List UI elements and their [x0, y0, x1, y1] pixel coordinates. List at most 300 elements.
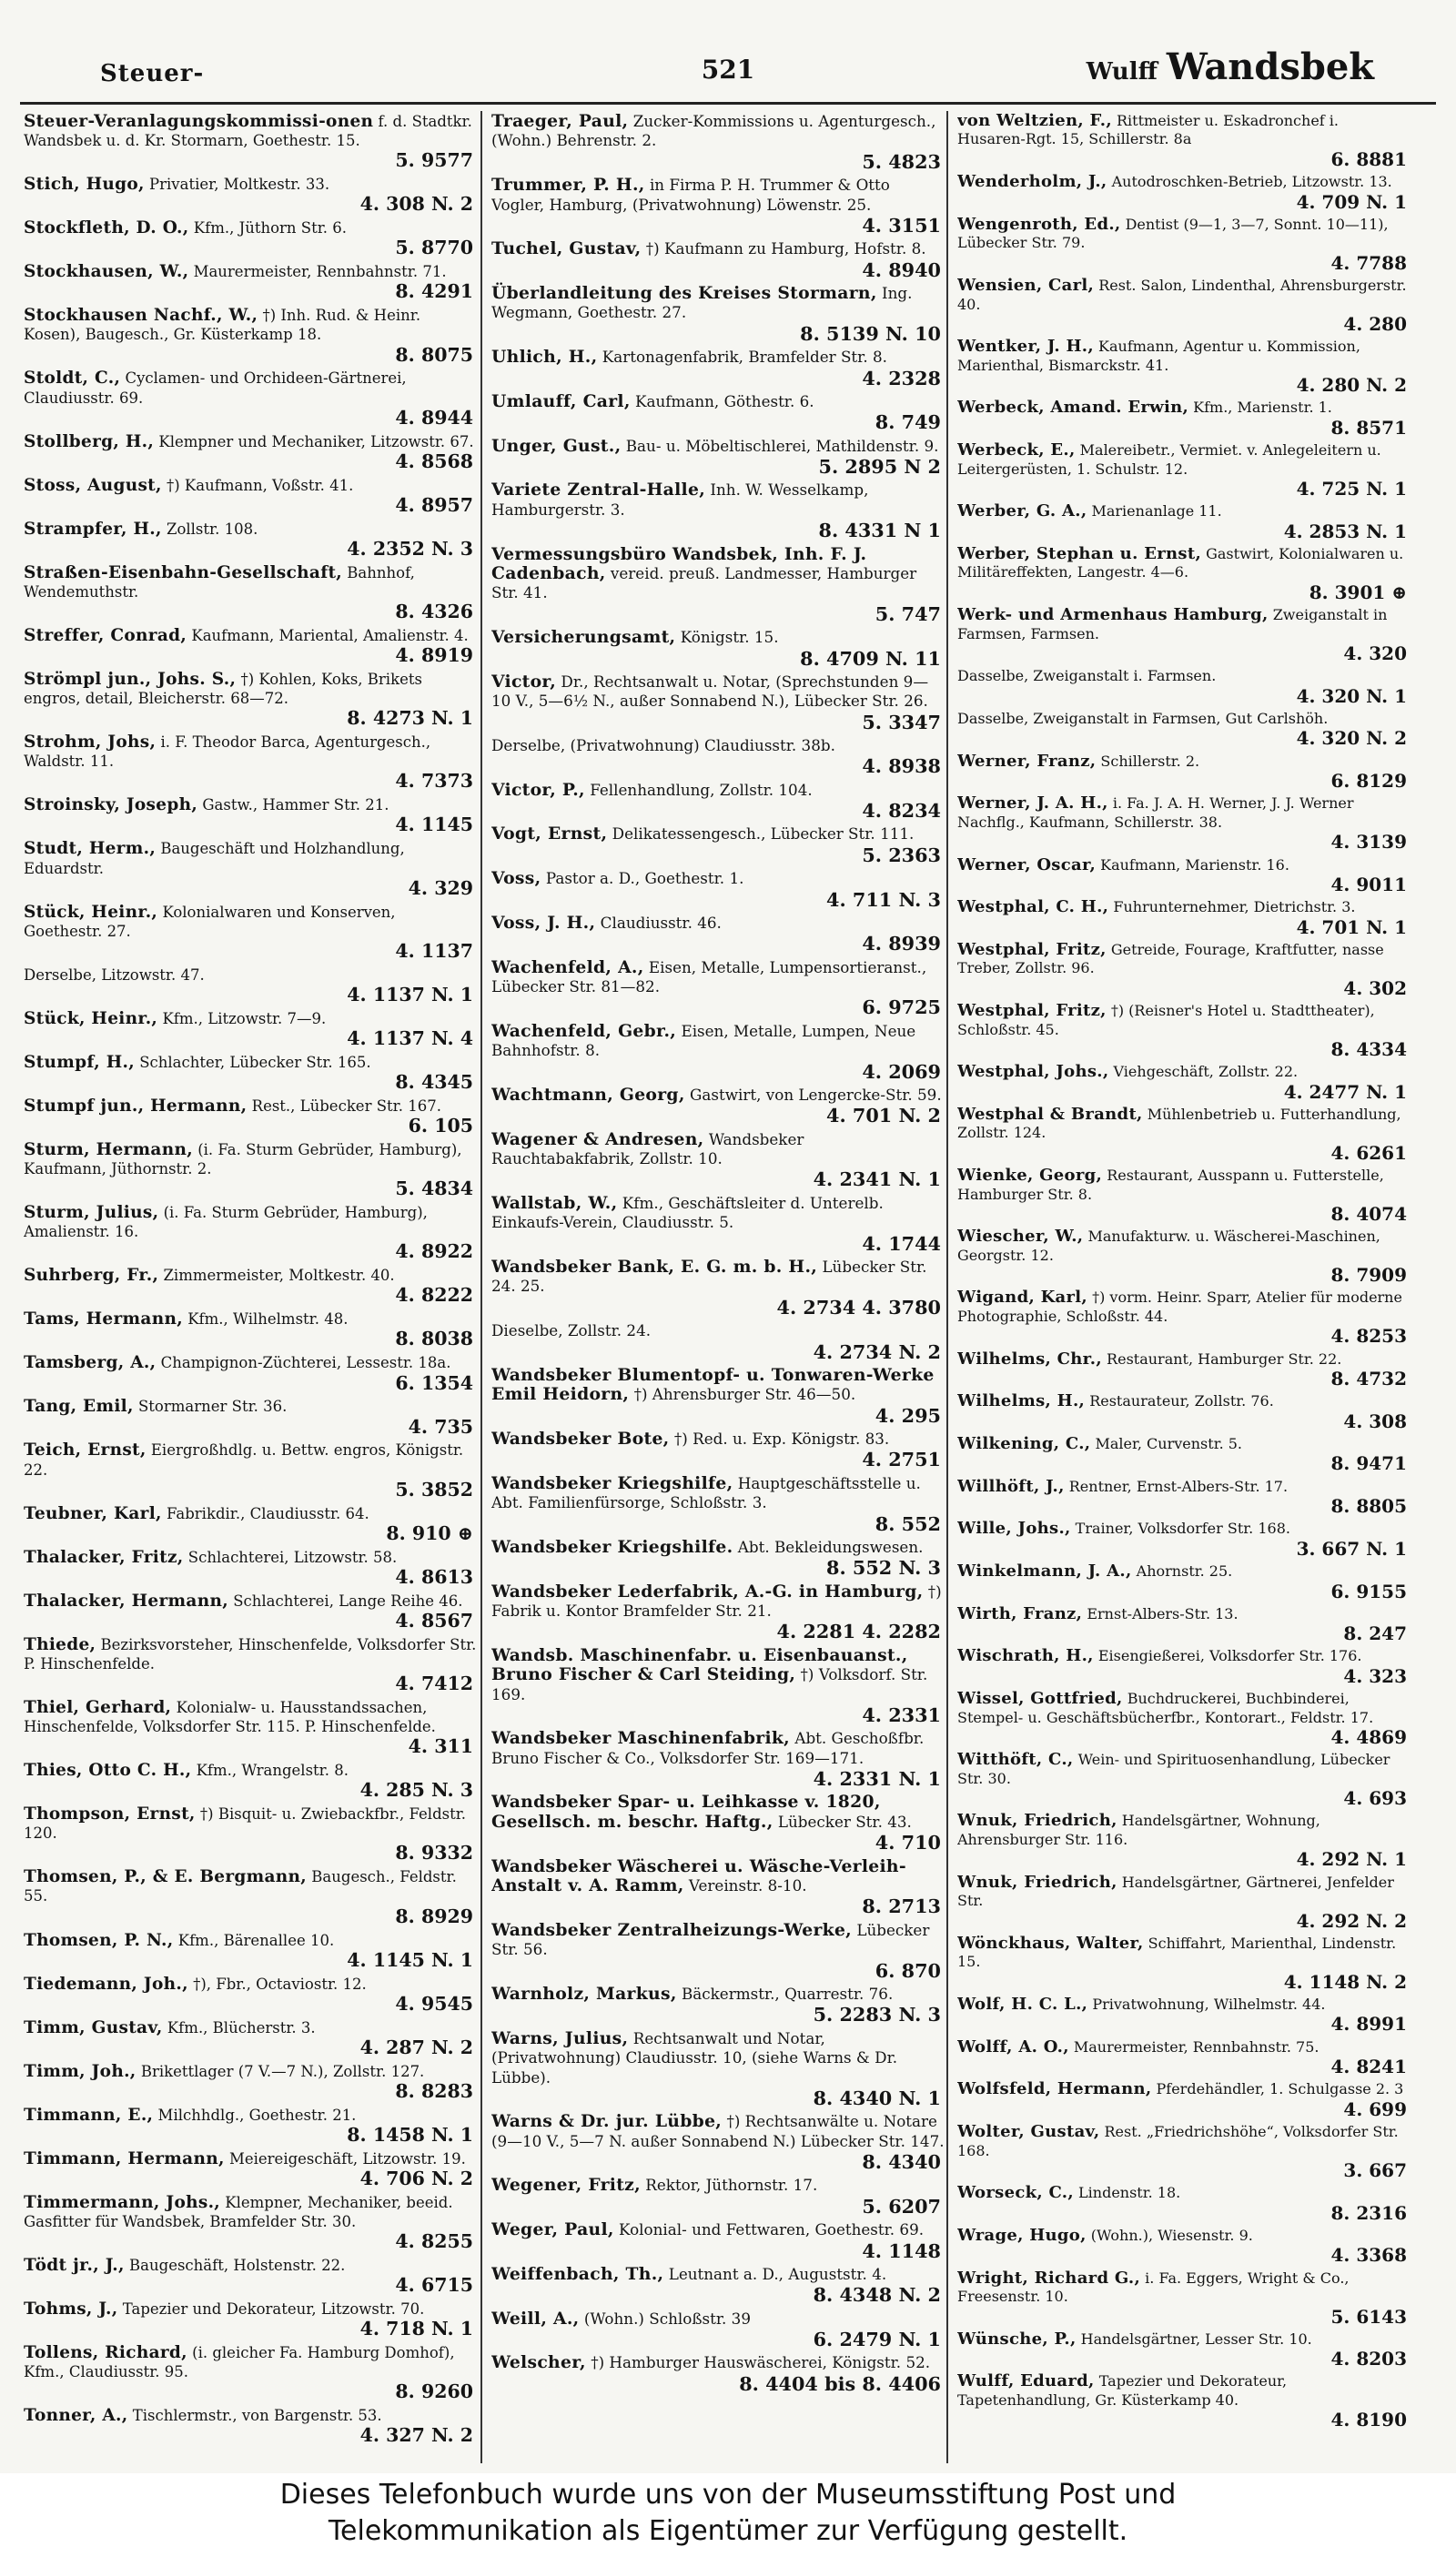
entry-details: †) Inh. Rud. & Heinr. Kosen), Baugesch., Gr. Küsterkamp 18. — [24, 307, 421, 344]
column-3 — [957, 111, 1410, 2463]
directory-entry — [491, 2219, 945, 2264]
entry-phone-number: 8. 8283 — [395, 2079, 473, 2102]
directory-entry — [491, 913, 945, 957]
entry-name: Tohms, J., — [24, 2299, 118, 2319]
entry-details: †) Hamburger Hauswäscherei, Königstr. 52. — [591, 2353, 931, 2372]
directory-entry — [957, 2269, 1410, 2330]
entry-phone-number: 5. 2363 — [862, 844, 941, 866]
entry-phone-number: 4. 2281 4. 2282 — [776, 1621, 941, 1643]
entry-details: Lübecker Str. 56. — [491, 1920, 930, 1959]
entry-details: Eisengießerei, Volksdorfer Str. 176. — [1097, 1647, 1362, 1665]
directory-entry — [24, 1352, 477, 1396]
entry-details: Rektor, Jüthornstr. 17. — [645, 2176, 818, 2195]
entry-details: Pastor a. D., Goethestr. 1. — [545, 869, 744, 888]
directory-entry — [24, 1096, 477, 1139]
entry-phone-number: 8. 4326 — [395, 601, 473, 623]
entry-phone-number: 4. 706 N. 2 — [359, 2167, 473, 2189]
entry-name: Westphal, Johs., — [957, 1062, 1109, 1082]
entry-details: Restaurant, Ausspann u. Futterstelle, Hamburger Str. 8. — [957, 1167, 1384, 1203]
entry-details: Viehgeschäft, Zollstr. 22. — [1113, 1063, 1299, 1081]
entry-details: †) Kaufmann, Voßstr. 41. — [167, 476, 354, 494]
entry-details: Abt. Geschoßfbr. Bruno Fischer & Co., Volksdorfer Str. 169—171. — [491, 1729, 925, 1767]
entry-phone-number: 5. 8770 — [395, 237, 473, 259]
entry-phone-number: 4. 8991 — [1330, 2013, 1407, 2036]
entry-phone-number: 6. 9155 — [1330, 1580, 1407, 1602]
entry-details: Bau- u. Möbeltischlerei, Mathildenstr. 9. — [625, 436, 939, 455]
entry-details: Dasselbe, Zweiganstalt i. Farmsen. — [957, 667, 1217, 685]
entry-name: Stück, Heinr., — [24, 1008, 158, 1028]
entry-phone-number: 4. 711 N. 3 — [826, 888, 941, 911]
entry-details: Eiergroßhdlg. u. Bettw. engros, Königstr. 22. — [24, 1441, 464, 1479]
entry-details: Rechtsanwalt und Notar, (Privatwohnung) Claudiusstr. 10, (siehe Warns & Dr. Lübbe). — [491, 2028, 898, 2087]
directory-entry — [491, 1365, 945, 1429]
directory-entry — [24, 2405, 477, 2449]
directory-entry — [491, 672, 945, 735]
entry-details: Gastwirt, Kolonialwaren u. Militäreffekten, Langestr. 4—6. — [957, 544, 1404, 581]
entry-details: Kaufmann, Göthestr. 6. — [635, 391, 814, 410]
directory-entry — [957, 1227, 1410, 1288]
entry-details: Kfm., Geschäftsleiter d. Unterelb. Einkaufs-Verein, Claudiusstr. 5. — [491, 1193, 884, 1232]
entry-name: Straßen-Eisenbahn-Gesellschaft, — [24, 562, 343, 582]
entry-name: Thiel, Gerhard, — [24, 1697, 172, 1717]
entry-name: Wigand, Karl, — [957, 1288, 1087, 1308]
entry-name: Tödt jr., J., — [24, 2255, 125, 2275]
directory-entry — [24, 1008, 477, 1052]
entry-name: Wandsbeker Kriegshilfe. — [491, 1536, 733, 1557]
column-2 — [491, 111, 945, 2463]
entry-phone-number: 8. 4334 — [1330, 1038, 1407, 1061]
entry-phone-number: 4. 8234 — [862, 800, 941, 823]
entry-name: Trummer, P. H., — [491, 175, 645, 196]
entry-name: Wentker, J. H., — [957, 337, 1094, 357]
entry-phone-number: 4. 280 — [1343, 313, 1407, 335]
entry-details: Manufakturw. u. Wäscherei-Maschinen, Georgstr. 12. — [957, 1228, 1380, 1264]
directory-entry — [491, 391, 945, 436]
entry-phone-number: 3. 667 — [1343, 2158, 1407, 2181]
directory-entry — [491, 111, 945, 175]
directory-entry — [957, 1166, 1410, 1227]
directory-entry — [957, 1349, 1410, 1392]
directory-entry — [957, 501, 1410, 544]
entry-phone-number: 4. 292 N. 2 — [1296, 1909, 1407, 1932]
directory-entry — [491, 1920, 945, 1984]
entry-phone-number: 4. 3368 — [1330, 2244, 1407, 2267]
directory-entry — [491, 627, 945, 672]
entry-details: Kaufmann, Agentur u. Kommission, Marienthal, Bismarckstr. 41. — [957, 338, 1360, 374]
directory-entry — [491, 347, 945, 391]
entry-phone-number: 4. 287 N. 2 — [359, 2036, 473, 2058]
directory-entry — [957, 398, 1410, 440]
entry-name: Variete Zentral-Halle, — [491, 480, 706, 500]
entry-phone-number: 8. 247 — [1343, 1622, 1407, 1645]
entry-details: Kfm., Jüthorn Str. 6. — [193, 219, 348, 238]
entry-phone-number: 4. 3151 — [862, 215, 941, 238]
directory-entry — [24, 431, 477, 475]
entry-phone-number: 4. 2477 N. 1 — [1283, 1080, 1407, 1103]
entry-phone-number: 5. 6143 — [1330, 2305, 1407, 2328]
entry-details: vereid. preuß. Landmesser, Hamburger Str. 41. — [491, 563, 917, 602]
entry-name: Wandsbeker Maschinenfabrik, — [491, 1728, 791, 1749]
entry-name: Vogt, Ernst, — [491, 824, 608, 844]
entry-name: Steuer-Veranlagungskommissi-onen — [24, 112, 374, 131]
directory-entry — [957, 1934, 1410, 1995]
entry-name: Wolter, Gustav, — [957, 2122, 1100, 2142]
entry-details: Dentist (9—1, 3—7, Sonnt. 10—11), Lübecker Str. 79. — [957, 215, 1389, 252]
entry-name: Willhöft, J., — [957, 1476, 1065, 1496]
entry-phone-number: 4. 6261 — [1330, 1141, 1407, 1164]
entry-name: Umlauff, Carl, — [491, 390, 631, 411]
entry-details: Kartonagenfabrik, Bramfelder Str. 8. — [602, 348, 887, 367]
directory-entry — [24, 1396, 477, 1440]
entry-details: Cyclamen- und Orchideen-Gärtnerei, Claudiusstr. 69. — [24, 369, 407, 407]
entry-phone-number: 4. 311 — [408, 1735, 473, 1758]
entry-name: Tonner, A., — [24, 2406, 128, 2426]
entry-name: Thies, Otto C. H., — [24, 1761, 192, 1781]
entry-name: Wagener & Andresen, — [491, 1128, 704, 1149]
entry-name: Weill, A., — [491, 2308, 580, 2329]
directory-entry — [24, 368, 477, 430]
entry-details: †) Ahrensburger Str. 46—50. — [633, 1385, 856, 1404]
entry-name: Studt, Herm., — [24, 839, 157, 859]
entry-name: Thalacker, Fritz, — [24, 1547, 184, 1567]
entry-name: Werner, Franz, — [957, 751, 1097, 771]
entry-name: Tollens, Richard, — [24, 2343, 187, 2363]
entry-name: Sturm, Hermann, — [24, 1139, 193, 1159]
entry-phone-number: 4. 8957 — [395, 493, 473, 516]
entry-name: Suhrberg, Fr., — [24, 1266, 159, 1286]
entry-phone-number: 4. 3139 — [1330, 831, 1407, 854]
entry-details: Rittmeister u. Eskadronchef i. Husaren-Rgt. 15, Schillerstr. 8a — [957, 112, 1339, 148]
entry-name: Wolfsfeld, Hermann, — [957, 2079, 1152, 2099]
directory-entry — [24, 1547, 477, 1591]
entry-name: Wnuk, Friedrich, — [957, 1872, 1117, 1892]
entry-details: Maurermeister, Rennbahnstr. 75. — [1073, 2037, 1320, 2056]
entry-name: Überlandleitung des Kreises Stormarn, — [491, 283, 877, 304]
entry-phone-number: 8. 8075 — [395, 343, 473, 366]
entry-name: Wachenfeld, Gebr., — [491, 1020, 677, 1041]
entry-details: Baugesch., Feldstr. 55. — [24, 1868, 457, 1905]
entry-phone-number: 4. 8190 — [1330, 2409, 1407, 2431]
entry-phone-number: 4. 1137 N. 4 — [347, 1026, 473, 1049]
entry-phone-number: 8. 9260 — [395, 2380, 473, 2403]
entry-name: Westphal, Fritz, — [957, 1001, 1107, 1021]
directory-entry — [24, 2342, 477, 2405]
entry-name: Wengenroth, Ed., — [957, 214, 1121, 234]
directory-entry — [24, 732, 477, 794]
entry-name: Strampfer, H., — [24, 519, 162, 539]
entry-details: Kaufmann, Mariental, Amalienstr. 4. — [191, 626, 469, 644]
entry-details: (i. gleicher Fa. Hamburg Domhof), Kfm., Claudiusstr. 95. — [24, 2344, 455, 2381]
directory-entry — [491, 1320, 945, 1365]
entry-details: Zollstr. 108. — [166, 520, 258, 538]
entry-details: Pferdehändler, 1. Schulgasse 2. 3 — [1156, 2080, 1404, 2098]
directory-entry — [491, 1429, 945, 1473]
entry-phone-number: 5. 3852 — [395, 1478, 473, 1501]
entry-phone-number: 4. 8922 — [395, 1240, 473, 1263]
directory-entry — [491, 436, 945, 480]
entry-details: Meiereigeschäft, Litzowstr. 19. — [228, 2149, 466, 2168]
entry-details: i. F. Theodor Barca, Agenturgesch., Waldstr. 11. — [24, 733, 431, 771]
entry-details: Kolonialw- u. Hausstandssachen, Hinschenfelde, Volksdorfer Str. 115. P. Hinschenfelde. — [24, 1698, 436, 1736]
entry-phone-number: 4. 7788 — [1330, 251, 1407, 274]
entry-name: Wille, Johs., — [957, 1519, 1071, 1539]
ownership-notice — [0, 2473, 1456, 2557]
entry-phone-number: 4. 8241 — [1330, 2056, 1407, 2078]
entry-name: Versicherungsamt, — [491, 627, 676, 648]
entry-phone-number: 4. 280 N. 2 — [1296, 374, 1407, 397]
directory-entry — [957, 855, 1410, 898]
entry-details: Derselbe, (Privatwohnung) Claudiusstr. 38b. — [491, 735, 835, 754]
entry-phone-number: 8. 2316 — [1330, 2201, 1407, 2224]
entry-name: Victor, P., — [491, 779, 585, 800]
directory-entry — [957, 1995, 1410, 2037]
directory-entry — [24, 111, 477, 174]
directory-entry — [491, 480, 945, 543]
entry-name: Teubner, Karl, — [24, 1503, 162, 1523]
entry-phone-number: 4. 1148 N. 2 — [1283, 1970, 1407, 1993]
entry-details: Lübecker Str. 24. 25. — [491, 1257, 927, 1296]
entry-details: Dasselbe, Zweiganstalt in Farmsen, Gut Carlshöh. — [957, 709, 1329, 727]
entry-phone-number: 4. 2331 — [862, 1704, 941, 1726]
entry-phone-number: 4. 320 — [1343, 642, 1407, 665]
directory-entry — [491, 1582, 945, 1645]
directory-entry — [24, 669, 477, 732]
entry-name: Tang, Emil, — [24, 1397, 134, 1417]
directory-entry — [24, 174, 477, 217]
directory-entry — [491, 2111, 945, 2175]
entry-details: Mühlenbetrieb u. Futterhandlung, Zollstr. 124. — [957, 1105, 1401, 1142]
entry-name: Werner, J. A. H., — [957, 793, 1108, 814]
entry-phone-number: 4. 8567 — [395, 1609, 473, 1632]
entry-name: Voss, — [491, 868, 541, 889]
entry-name: Wandsbeker Wäscherei u. Wäsche-Verleih-Anstalt v. A. Ramm, — [491, 1855, 906, 1896]
entry-phone-number: 8. 4404 bis 8. 4406 — [739, 2372, 941, 2395]
entry-details: Dieselbe, Zollstr. 24. — [491, 1321, 652, 1340]
directory-entry — [957, 2371, 1410, 2432]
entry-phone-number: 4. 295 — [875, 1404, 941, 1427]
entry-details: Schlachterei, Litzowstr. 58. — [187, 1548, 398, 1566]
entry-name: Wandsbeker Kriegshilfe, — [491, 1472, 733, 1493]
entry-phone-number: 6. 870 — [875, 1959, 941, 1982]
entry-details: Gastwirt, von Lengercke-Str. 59. — [690, 1085, 942, 1104]
directory-entry — [957, 1811, 1410, 1872]
entry-details: Eisen, Metalle, Lumpen, Neue Bahnhofstr. 8. — [491, 1021, 916, 1060]
directory-entry — [957, 2226, 1410, 2269]
directory-entry — [24, 1202, 477, 1265]
directory-entry — [957, 337, 1410, 398]
entry-phone-number: 4. 8222 — [395, 1284, 473, 1307]
entry-name: Warns, Julius, — [491, 2027, 629, 2048]
entry-details: †), Fbr., Octaviostr. 12. — [193, 1975, 367, 1993]
entry-details: Wandsbeker Rauchtabakfabrik, Zollstr. 10. — [491, 1129, 804, 1168]
entry-phone-number: 6. 2479 N. 1 — [813, 2328, 941, 2350]
entry-name: Warnholz, Markus, — [491, 1983, 677, 2004]
directory-entry — [491, 1984, 945, 2028]
entry-details: f. d. Stadtkr. Wandsbek u. d. Kr. Stormarn, Goethestr. 15. — [24, 113, 472, 150]
entry-name: Werk- und Armenhaus Hamburg, — [957, 605, 1269, 625]
entry-details: †) Rechtsanwälte u. Notare (9—10 V., 5—7 N. außer Sonnabend N.) Lübecker Str. 147. — [491, 2112, 945, 2150]
entry-details: Fellenhandlung, Zollstr. 104. — [590, 780, 813, 799]
entry-name: Warns & Dr. jur. Lübbe, — [491, 2111, 723, 2132]
directory-entry — [957, 111, 1410, 172]
entry-name: Tiedemann, Joh., — [24, 1974, 188, 1994]
entry-phone-number: 8. 552 N. 3 — [826, 1557, 941, 1580]
header-range-start: Wulff — [1086, 58, 1158, 86]
notice-line-1: Dieses Telefonbuch wurde uns von der Museumsstiftung Post und — [279, 2479, 1177, 2511]
entry-name: Wachtmann, Georg, — [491, 1084, 685, 1105]
directory-entry — [491, 175, 945, 238]
entry-phone-number: 8. 4331 N 1 — [818, 520, 941, 542]
entry-name: Witthöft, C., — [957, 1750, 1074, 1770]
directory-entry — [957, 1604, 1410, 1647]
entry-phone-number: 4. 2734 4. 3780 — [776, 1296, 941, 1319]
entry-details: Ernst-Albers-Str. 13. — [1087, 1604, 1239, 1622]
entry-details: (Wohn.), Wiesenstr. 9. — [1090, 2226, 1253, 2244]
entry-name: Timmann, E., — [24, 2105, 154, 2125]
directory-entry — [491, 283, 945, 347]
entry-name: Wilkening, C., — [957, 1433, 1091, 1453]
entry-phone-number: 4. 2331 N. 1 — [813, 1768, 941, 1791]
entry-details: (i. Fa. Sturm Gebrüder, Hamburg), Amalienstr. 16. — [24, 1204, 428, 1241]
entry-phone-number: 4. 320 N. 2 — [1296, 727, 1407, 750]
directory-entry — [24, 1503, 477, 1547]
entry-name: Wischrath, H., — [957, 1646, 1094, 1666]
entry-name: Stoldt, C., — [24, 369, 121, 389]
entry-phone-number: 8. 3901 ⊕ — [1309, 581, 1407, 603]
directory-entry — [491, 957, 945, 1021]
entry-name: Timmann, Hermann, — [24, 2148, 225, 2168]
page-header — [0, 36, 1456, 91]
entry-phone-number: 4. 1137 — [395, 939, 473, 962]
entry-name: Wandsb. Maschinenfabr. u. Eisenbauanst., Bruno Fischer & Carl Steiding, — [491, 1644, 908, 1685]
entry-name: Wandsbeker Bank, E. G. m. b. H., — [491, 1256, 818, 1277]
directory-entry — [24, 1440, 477, 1502]
directory-entry — [24, 965, 477, 1008]
entry-phone-number: 8. 5139 N. 10 — [800, 322, 941, 345]
entry-details: Handelsgärtner, Lesser Str. 10. — [1080, 2330, 1312, 2348]
entry-details: Malereibetr., Vermiet. v. Anlegeleitern u. Leitergerüsten, 1. Schulstr. 12. — [957, 441, 1381, 478]
directory-entry — [491, 1129, 945, 1193]
entry-name: Stoss, August, — [24, 475, 162, 495]
directory-entry — [957, 897, 1410, 940]
directory-entry — [24, 1052, 477, 1096]
entry-phone-number: 4. 302 — [1343, 976, 1407, 999]
entry-phone-number: 8. 7909 — [1330, 1264, 1407, 1287]
entry-name: Stumpf, H., — [24, 1052, 135, 1072]
entry-phone-number: 4. 4869 — [1330, 1726, 1407, 1749]
directory-entry — [24, 305, 477, 368]
entry-details: Schlachter, Lübecker Str. 165. — [139, 1053, 371, 1071]
directory-entry — [491, 1792, 945, 1855]
entry-phone-number: 4. 292 N. 1 — [1296, 1848, 1407, 1871]
directory-entry — [957, 1001, 1410, 1062]
directory-entry — [24, 794, 477, 838]
entry-name: Worseck, C., — [957, 2183, 1074, 2203]
directory-entry — [24, 2148, 477, 2192]
entry-phone-number: 4. 8944 — [395, 406, 473, 429]
entry-phone-number: 4. 735 — [408, 1415, 473, 1438]
entry-phone-number: 6. 9725 — [862, 996, 941, 1019]
directory-entry — [957, 709, 1410, 752]
entry-name: Timmermann, Johs., — [24, 2192, 221, 2212]
entry-phone-number: 4. 323 — [1343, 1664, 1407, 1687]
entry-details: Kfm., Bärenallee 10. — [177, 1931, 335, 1949]
entry-phone-number: 8. 8929 — [395, 1905, 473, 1927]
entry-phone-number: 5. 2283 N. 3 — [813, 2004, 941, 2026]
entry-phone-number: 4. 1148 — [862, 2239, 941, 2262]
entry-name: Wegener, Fritz, — [491, 2175, 641, 2196]
entry-phone-number: 6. 1354 — [395, 1371, 473, 1394]
entry-details: Rest. „Friedrichshöhe“, Volksdorfer Str. 168. — [957, 2123, 1399, 2159]
entry-details: Brikettlager (7 V.—7 N.), Zollstr. 127. — [140, 2062, 425, 2080]
entry-details: Milchhdlg., Goethestr. 21. — [157, 2106, 357, 2124]
entry-details: Ing. Wegmann, Goethestr. 27. — [491, 284, 913, 322]
entry-details: Getreide, Fourage, Kraftfutter, nasse Treber, Zollstr. 96. — [957, 940, 1384, 977]
entry-phone-number: 5. 3347 — [862, 711, 941, 733]
directory-entry — [957, 1391, 1410, 1434]
entry-details: Kfm., Wrangelstr. 8. — [196, 1762, 349, 1780]
directory-entry — [491, 2028, 945, 2112]
entry-name: Wulff, Eduard, — [957, 2371, 1095, 2391]
entry-phone-number: 5. 4823 — [862, 150, 941, 173]
entry-details: Maurermeister, Rennbahnstr. 71. — [193, 263, 447, 281]
entry-details: Kolonial- und Fettwaren, Goethestr. 69. — [619, 2220, 925, 2239]
entry-phone-number: 4. 285 N. 3 — [359, 1779, 473, 1802]
directory-entry — [24, 1974, 477, 2017]
entry-name: Wandsbeker Spar- u. Leihkasse v. 1820, Gesellsch. m. beschr. Haftg., — [491, 1792, 881, 1832]
entry-details: Dr., Rechtsanwalt u. Notar, (Sprechstunden 9—10 V., 5—6½ N., außer Sonnabend N.), Lübecker Str. 26. — [491, 672, 929, 711]
entry-name: Wolff, A. O., — [957, 2037, 1069, 2057]
entry-details: Königstr. 15. — [680, 628, 779, 647]
directory-entry — [491, 2352, 945, 2397]
entry-details: †) Kohlen, Koks, Brikets engros, detail, Bleicherstr. 68—72. — [24, 671, 422, 708]
entry-phone-number: 8. 9471 — [1330, 1452, 1407, 1475]
entry-phone-number: 8. 1458 N. 1 — [347, 2123, 473, 2146]
directory-entry — [491, 544, 945, 628]
entry-phone-number: 4. 8613 — [395, 1565, 473, 1588]
entry-details: Derselbe, Litzowstr. 47. — [24, 965, 205, 984]
entry-details: Marienanlage 11. — [1091, 502, 1222, 520]
directory-entry — [957, 2183, 1410, 2226]
directory-entry — [957, 940, 1410, 1001]
directory-entry — [491, 780, 945, 824]
entry-details: Vereinstr. 8-10. — [688, 1876, 807, 1895]
directory-entry — [24, 2299, 477, 2342]
entry-name: Stumpf jun., Hermann, — [24, 1096, 248, 1116]
entry-phone-number: 8. 4709 N. 11 — [800, 647, 941, 670]
entry-name: Thompson, Ernst, — [24, 1804, 196, 1824]
notice-line-2: Telekommunikation als Eigentümer zur Verfügung gestellt. — [328, 2515, 1128, 2547]
entry-details: Fabrikdir., Claudiusstr. 64. — [167, 1504, 369, 1522]
directory-entry — [24, 625, 477, 669]
entry-phone-number: 4. 1137 N. 1 — [347, 983, 473, 1006]
directory-entry — [491, 1257, 945, 1320]
directory-entry — [957, 1561, 1410, 1604]
entry-name: Wandsbeker Blumentopf- u. Tonwaren-Werke Emil Heidorn, — [491, 1364, 935, 1405]
directory-entry — [491, 1645, 945, 1729]
directory-entry — [957, 1062, 1410, 1105]
entry-name: Wirth, Franz, — [957, 1603, 1083, 1623]
entry-phone-number: 4. 8253 — [1330, 1325, 1407, 1348]
entry-phone-number: 4. 701 N. 2 — [826, 1105, 941, 1127]
directory-entry — [957, 1519, 1410, 1561]
directory-entry — [24, 1866, 477, 1929]
directory-entry — [24, 2017, 477, 2061]
entry-phone-number: 5. 747 — [875, 602, 941, 625]
directory-entry — [491, 238, 945, 283]
entry-details: †) vorm. Heinr. Sparr, Atelier für moderne Photographie, Schloßstr. 44. — [957, 1289, 1402, 1325]
entry-name: Thomsen, P., & E. Bergmann, — [24, 1867, 308, 1887]
